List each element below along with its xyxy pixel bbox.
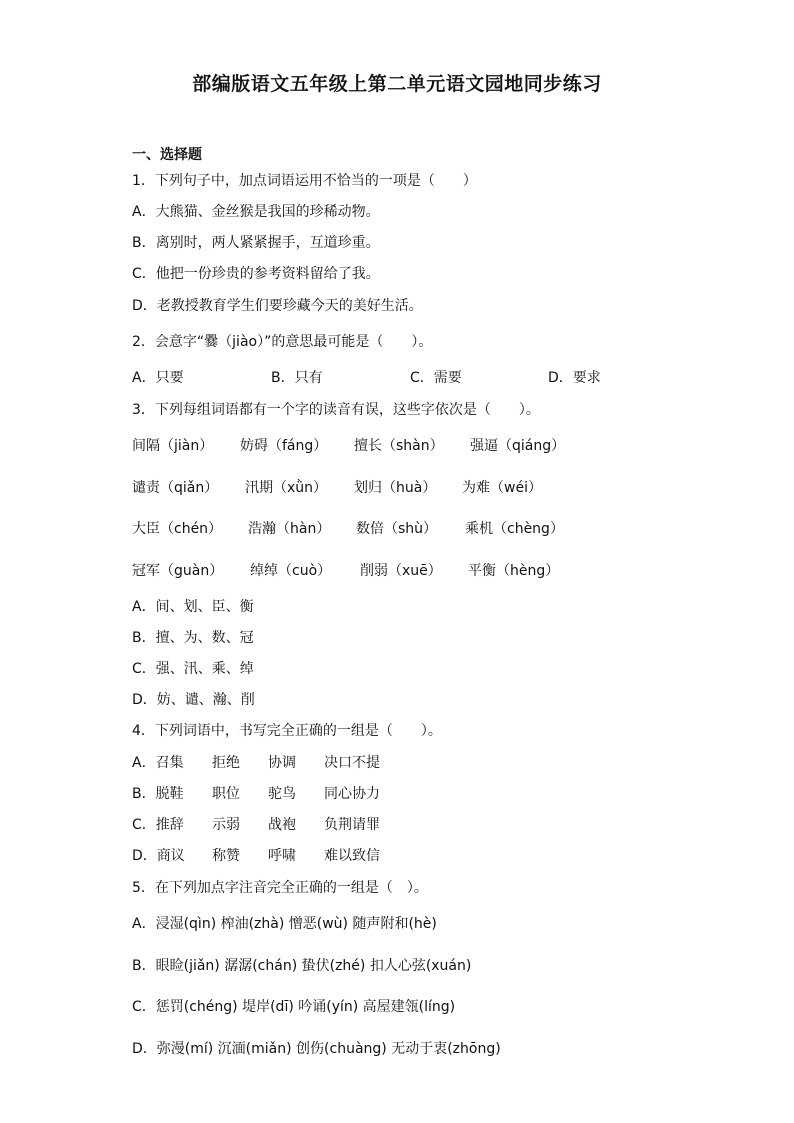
q4-word: 协调: [268, 755, 296, 771]
q4-word: 难以致信: [324, 848, 380, 864]
q2-option-c: C．需要: [410, 370, 462, 386]
q3-word: 间隔（jiàn）: [132, 438, 214, 454]
section-heading: 一、选择题: [132, 147, 202, 163]
q4-word: 拒绝: [212, 755, 240, 771]
q5-option-b: B．眼睑(jiǎn) 潺潺(chán) 蛰伏(zhé) 扣人心弦(xuán): [132, 958, 472, 974]
question-1-stem: 1．下列句子中，加点词语运用不恰当的一项是（ ）: [132, 173, 477, 189]
q4-word: C．推辞: [132, 817, 184, 833]
q1-option-a: A．大熊猫、金丝猴是我国的珍稀动物。: [132, 204, 380, 220]
q2-option-a: A．只要: [132, 370, 184, 386]
q4-word: 同心协力: [324, 786, 380, 802]
q3-word: 绰绰（cuò）: [250, 563, 332, 579]
q5-option-c: C．惩罚(chéng) 堤岸(dī) 吟诵(yín) 高屋建瓴(líng): [132, 999, 456, 1015]
q3-word: 削弱（xuē）: [360, 563, 442, 579]
q4-word: 呼啸: [268, 848, 296, 864]
q3-option-a: A．间、划、臣、衡: [132, 599, 254, 615]
q1-option-c: C．他把一份珍贵的参考资料留给了我。: [132, 266, 380, 282]
q1-option-b: B．离别时，两人紧紧握手，互道珍重。: [132, 235, 380, 251]
q4-word: 战袍: [268, 817, 296, 833]
q3-word: 大臣（chén）: [132, 521, 223, 537]
q3-word: 平衡（hèng）: [468, 563, 560, 579]
q4-word: D．商议: [132, 848, 185, 864]
q5-option-a: A．浸湿(qìn) 榨油(zhà) 憎恶(wù) 随声附和(hè): [132, 916, 437, 932]
question-2-stem: 2．会意字“爨（jiào）”的意思最可能是（ ）。: [132, 334, 433, 350]
q3-word: 浩瀚（hàn）: [248, 521, 331, 537]
q3-option-d: D．妨、谴、瀚、削: [132, 692, 255, 708]
q3-word: 强逼（qiáng）: [470, 438, 566, 454]
q4-word: 示弱: [212, 817, 240, 833]
q3-word: 乘机（chèng）: [465, 521, 564, 537]
q4-word: 职位: [212, 786, 240, 802]
q3-option-c: C．强、汛、乘、绰: [132, 661, 254, 677]
question-5-stem: 5．在下列加点字注音完全正确的一组是（ ）。: [132, 880, 428, 896]
q3-word: 擅长（shàn）: [354, 438, 444, 454]
question-3-stem: 3．下列每组词语都有一个字的读音有误，这些字依次是（ ）。: [132, 402, 540, 418]
q3-word: 划归（huà）: [354, 480, 437, 496]
q4-word: A．召集: [132, 755, 184, 771]
q4-word: 决口不提: [324, 755, 380, 771]
q4-word: 驼鸟: [268, 786, 296, 802]
q5-option-d: D．弥漫(mí) 沉湎(miǎn) 创伤(chuàng) 无动于衷(zhōng): [132, 1041, 501, 1057]
page-title: 部编版语文五年级上第二单元语文园地同步练习: [192, 73, 602, 95]
q1-option-d: D．老教授教育学生们要珍藏今天的美好生活。: [132, 298, 423, 314]
q3-word: 冠军（guàn）: [132, 563, 224, 579]
q2-option-b: B．只有: [271, 370, 323, 386]
q3-word: 谴责（qiǎn）: [132, 480, 219, 496]
q4-word: 称赞: [212, 848, 240, 864]
question-4-stem: 4．下列词语中，书写完全正确的一组是（ ）。: [132, 723, 442, 739]
q3-word: 为难（wéi）: [462, 480, 542, 496]
q3-word: 汛期（xǜn）: [245, 480, 328, 496]
q4-word: 负荆请罪: [324, 817, 380, 833]
q2-option-d: D．要求: [548, 370, 601, 386]
q3-word: 妨碍（fáng）: [240, 438, 328, 454]
q3-word: 数倍（shù）: [356, 521, 438, 537]
q3-option-b: B．擅、为、数、冠: [132, 630, 254, 646]
q4-word: B．脱鞋: [132, 786, 184, 802]
